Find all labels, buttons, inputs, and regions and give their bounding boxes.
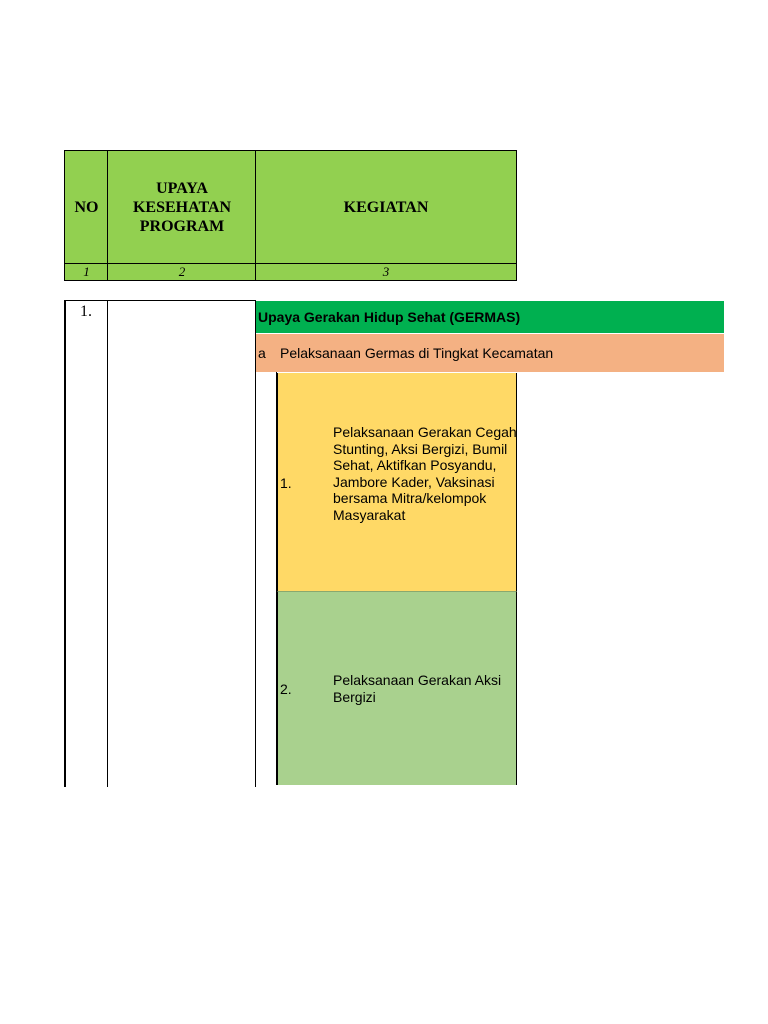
item-2-no-cell — [277, 591, 333, 785]
body-divider-upaya — [255, 300, 256, 787]
header-no-label: NO — [74, 198, 99, 216]
row-number-label: 1. — [80, 303, 92, 320]
subsection-title: Pelaksanaan Germas di Tingkat Kecamatan — [280, 345, 554, 361]
header-no — [64, 150, 109, 264]
item-1-no-cell — [277, 373, 333, 591]
header-upaya — [107, 150, 257, 264]
header-kegiatan-label: KEGIATAN — [343, 198, 429, 216]
item-1-text: Pelaksanaan Gerakan Cegah Stunting, Aksi Bergizi, Bumil Sehat, Aktifkan Posyandu, Jambore Kader, Vaksinasi bersama Mitra/kelompok Masyarakat — [333, 424, 517, 523]
item-1-text-cell — [332, 373, 517, 591]
body-top-border — [64, 300, 256, 301]
section-title-bar — [256, 301, 724, 333]
item-column-left-border — [276, 372, 277, 785]
body-left-border — [64, 300, 66, 787]
column-number-2-label: 2 — [178, 264, 186, 279]
subsection-bar — [256, 334, 724, 372]
column-number-1-label: 1 — [83, 264, 90, 279]
row-number — [64, 303, 108, 321]
header-upaya-label: UPAYA KESEHATAN PROGRAM — [132, 179, 232, 235]
column-number-3-label: 3 — [382, 264, 390, 279]
item-2-no: 2. — [280, 681, 292, 697]
item-2-text-cell — [332, 591, 517, 785]
item-2-text: Pelaksanaan Gerakan Aksi Bergizi — [333, 672, 502, 705]
section-title: Upaya Gerakan Hidup Sehat (GERMAS) — [258, 309, 521, 325]
body-divider-no — [107, 300, 108, 787]
column-number-2 — [107, 263, 257, 281]
header-kegiatan — [255, 150, 517, 264]
item-1-no: 1. — [280, 475, 292, 491]
column-number-3 — [255, 263, 517, 281]
subsection-marker: a — [258, 345, 266, 361]
column-number-1 — [64, 263, 109, 281]
